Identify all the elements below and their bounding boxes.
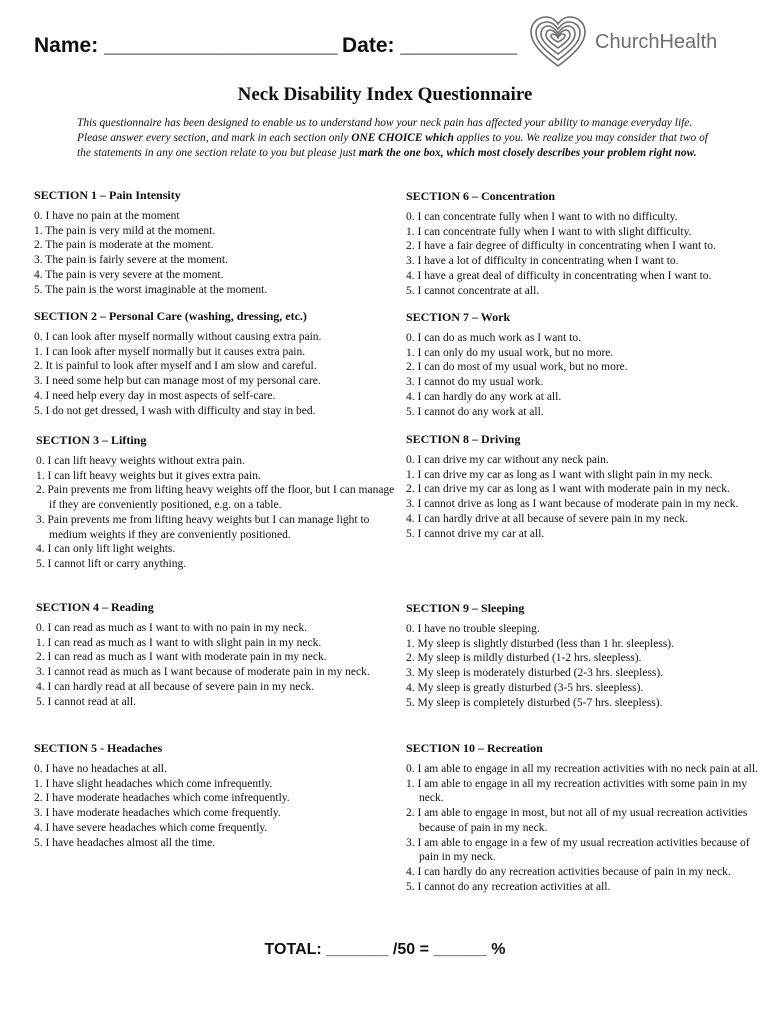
answer-option[interactable]: 3. I am able to engage in a few of my usual recreation activities because of pain in my neck. (406, 836, 750, 864)
answer-option[interactable]: 3. I have moderate headaches which come frequently. (34, 807, 281, 820)
section-6 (406, 189, 766, 298)
answer-option[interactable]: 3. The pain is fairly severe at the moment. (34, 254, 228, 267)
section-1 (34, 188, 394, 297)
answer-option[interactable]: 1. I can read as much as I want to with slight pain in my neck. (36, 636, 322, 649)
answer-option[interactable]: 4. My sleep is greatly disturbed (3-5 hrs. sleepless). (406, 681, 644, 694)
answer-option[interactable]: 1. My sleep is slightly disturbed (less than 1 hr. sleepless). (406, 637, 674, 650)
answer-option[interactable]: 1. I can look after myself normally but it causes extra pain. (34, 345, 306, 358)
section-2 (34, 309, 394, 418)
answer-option[interactable]: 5. I cannot read at all. (36, 695, 136, 708)
answer-option[interactable]: 5. I cannot concentrate at all. (406, 284, 540, 297)
section-title: SECTION 6 – Concentration (406, 189, 556, 203)
answer-option[interactable]: 2. My sleep is mildly disturbed (1-2 hrs. sleepless). (406, 652, 642, 665)
section-title: SECTION 2 – Personal Care (washing, dressing, etc.) (34, 309, 307, 323)
answer-option[interactable]: 0. I have no pain at the moment (34, 210, 180, 222)
answer-option[interactable]: 5. I do not get dressed, I wash with difficulty and stay in bed. (34, 404, 316, 417)
answer-option[interactable]: 2. I can do most of my usual work, but no more. (406, 361, 628, 374)
answer-option[interactable]: 0. I can drive my car without any neck pain. (406, 454, 609, 466)
answer-option[interactable]: 3. Pain prevents me from lifting heavy weights but I can manage light to medium weights if they are conveniently positioned. (36, 513, 370, 541)
answer-option[interactable]: 0. I can read as much as I want to with no pain in my neck. (36, 622, 308, 634)
answer-option[interactable]: 3. I cannot read as much as I want because of moderate pain in my neck. (36, 666, 370, 679)
section-title: SECTION 7 – Work (406, 310, 511, 324)
answer-option[interactable]: 1. I have slight headaches which come infrequently. (34, 777, 273, 790)
section-3 (36, 433, 396, 572)
section-7 (406, 310, 766, 419)
answer-option[interactable]: 2. Pain prevents me from lifting heavy weights off the floor, but I can manage if they are conveniently positioned, e.g. on a table. (36, 484, 395, 512)
answer-option[interactable]: 1. The pain is very mild at the moment. (34, 224, 216, 237)
date-field-label[interactable]: Date: __________ (342, 34, 518, 57)
answer-option[interactable]: 3. I need some help but can manage most of my personal care. (34, 375, 321, 388)
section-title: SECTION 3 – Lifting (36, 433, 147, 447)
answer-option[interactable]: 4. I can hardly do any recreation activities because of pain in my neck. (406, 865, 731, 878)
section-title: SECTION 5 - Headaches (34, 741, 163, 755)
answer-option[interactable]: 3. I cannot do my usual work. (406, 376, 544, 389)
answer-option[interactable]: 2. I have a fair degree of difficulty in concentrating when I want to. (406, 240, 716, 253)
answer-option[interactable]: 5. I cannot do any work at all. (406, 405, 544, 418)
answer-option[interactable]: 0. I have no headaches at all. (34, 763, 167, 775)
answer-option[interactable]: 2. I have moderate headaches which come infrequently. (34, 792, 290, 805)
section-title: SECTION 9 – Sleeping (406, 601, 525, 615)
page-title: Neck Disability Index Questionnaire (237, 84, 533, 105)
answer-option[interactable]: 5. I cannot do any recreation activities at all. (406, 880, 611, 893)
answer-option[interactable]: 4. I can hardly read at all because of severe pain in my neck. (36, 680, 315, 693)
section-title: SECTION 1 – Pain Intensity (34, 188, 181, 202)
answer-option[interactable]: 5. The pain is the worst imaginable at the moment. (34, 283, 268, 296)
total-score-field[interactable]: TOTAL: _______ /50 = ______ % (264, 941, 506, 958)
section-10 (406, 741, 766, 894)
answer-option[interactable]: 5. My sleep is completely disturbed (5-7 hrs. sleepless). (406, 696, 663, 709)
answer-option[interactable]: 4. The pain is very severe at the moment. (34, 268, 224, 281)
answer-option[interactable]: 0. I am able to engage in all my recreation activities with no neck pain at all. (406, 763, 758, 775)
answer-option[interactable]: 2. I am able to engage in most, but not all of my usual recreation activities because of pain in my neck. (406, 807, 748, 834)
instructions-paragraph: This questionnaire has been designed to enable us to understand how your neck pain has affected your ability to manage everyday life. Please answer every section, and mark in each section only ONE CHOICE which applies to you. We realize you may consider that two of the statements in any one section relate to you but please just mark the one box, which most closely describes your problem right now. (77, 117, 708, 159)
answer-option[interactable]: 3. My sleep is moderately disturbed (2-3 hrs. sleepless). (406, 667, 664, 680)
answer-option[interactable]: 4. I can hardly drive at all because of severe pain in my neck. (406, 512, 688, 525)
answer-option[interactable]: 4. I have severe headaches which come frequently. (34, 821, 268, 834)
answer-option[interactable]: 0. I can concentrate fully when I want to with no difficulty. (406, 211, 678, 223)
section-8 (406, 432, 766, 541)
section-5 (34, 741, 394, 850)
answer-option[interactable]: 5. I cannot drive my car at all. (406, 527, 545, 540)
answer-option[interactable]: 0. I can look after myself normally without causing extra pain. (34, 331, 322, 343)
name-field-label[interactable]: Name: ____________________ (34, 34, 338, 57)
answer-option[interactable]: 1. I can lift heavy weights but it gives extra pain. (36, 469, 261, 482)
answer-option[interactable]: 5. I cannot lift or carry anything. (36, 557, 187, 570)
answer-option[interactable]: 2. It is painful to look after myself and I am slow and careful. (34, 360, 317, 373)
section-title: SECTION 10 – Recreation (406, 741, 543, 755)
section-9 (406, 601, 766, 710)
answer-option[interactable]: 1. I can only do my usual work, but no more. (406, 346, 614, 359)
logo-text: ChurchHealth (595, 31, 718, 53)
section-title: SECTION 4 – Reading (36, 600, 154, 614)
answer-option[interactable]: 3. I cannot drive as long as I want because of moderate pain in my neck. (406, 498, 739, 511)
answer-option[interactable]: 0. I can lift heavy weights without extra pain. (36, 455, 245, 467)
answer-option[interactable]: 0. I have no trouble sleeping. (406, 623, 540, 635)
answer-option[interactable]: 4. I can only lift light weights. (36, 543, 176, 556)
answer-option[interactable]: 4. I can hardly do any work at all. (406, 390, 562, 403)
section-4 (36, 600, 396, 709)
answer-option[interactable]: 1. I can drive my car as long as I want with slight pain in my neck. (406, 468, 713, 481)
answer-option[interactable]: 2. I can drive my car as long as I want with moderate pain in my neck. (406, 483, 730, 496)
fingerprint-heart-icon (527, 14, 589, 70)
answer-option[interactable]: 4. I have a great deal of difficulty in concentrating when I want to. (406, 269, 712, 282)
answer-option[interactable]: 0. I can do as much work as I want to. (406, 332, 582, 344)
answer-option[interactable]: 1. I can concentrate fully when I want to with slight difficulty. (406, 225, 692, 238)
answer-option[interactable]: 2. I can read as much as I want with moderate pain in my neck. (36, 651, 327, 664)
answer-option[interactable]: 1. I am able to engage in all my recreation activities with some pain in my neck. (406, 777, 748, 805)
answer-option[interactable]: 2. The pain is moderate at the moment. (34, 239, 214, 252)
answer-option[interactable]: 5. I have headaches almost all the time. (34, 836, 216, 849)
section-title: SECTION 8 – Driving (406, 432, 521, 446)
answer-option[interactable]: 4. I need help every day in most aspects of self-care. (34, 389, 276, 402)
church-health-logo (527, 14, 737, 70)
answer-option[interactable]: 3. I have a lot of difficulty in concentrating when I want to. (406, 255, 679, 268)
